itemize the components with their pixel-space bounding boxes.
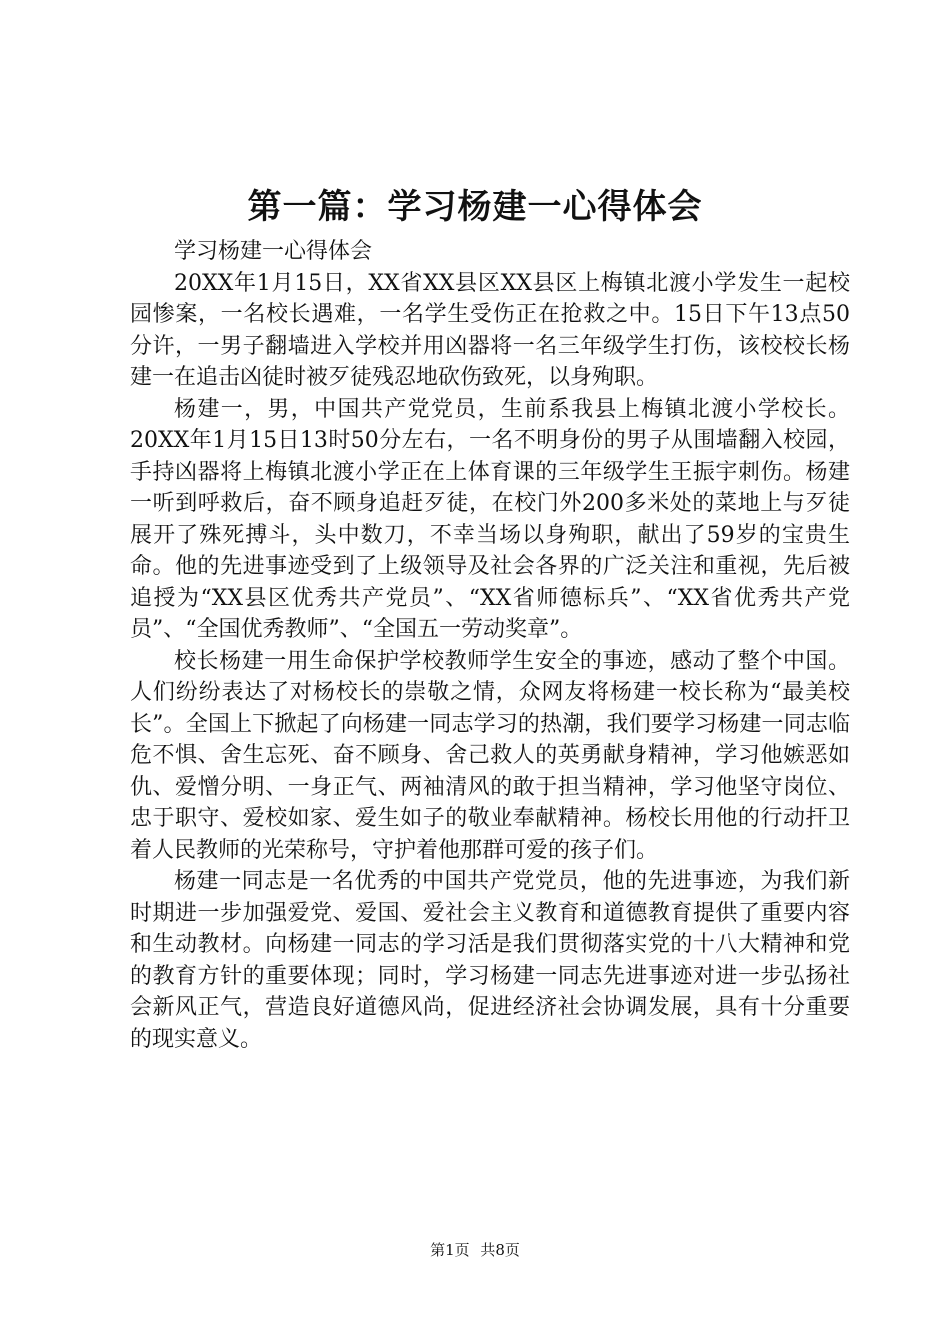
paragraph: 校长杨建一用生命保护学校教师学生安全的事迹，感动了整个中国。人们纷纷表达了对杨校长的崇敬之情，众网友将杨建一校长称为“最美校长”。全国上下掀起了向杨建一同志学习的热潮，我们要学习杨建一同志临危不惧、舍生忘死、奋不顾身、舍己救人的英勇献身精神，学习他嫉恶如仇、爱憎分明、一身正气、两袖清风的敢于担当精神，学习他坚守岗位、忠于职守、爱校如家、爱生如子的敬业奉献精神。杨校长用他的行动扞卫着人民教师的光荣称号，守护着他那群可爱的孩子们。 [130,648,850,863]
page-number: 第1页 [430,1241,470,1259]
page-footer [0,1240,950,1260]
paragraph: 20XX年1月15日，XX省XX县区XX县区上梅镇北渡小学发生一起校园惨案，一名校长遇难，一名学生受伤正在抢救之中。15日下午13点50分许，一男子翻墙进入学校并用凶器将一名三年级学生打伤，该校校长杨建一在追击凶徒时被歹徒残忍地砍伤致死，以身殉职。 [130,270,850,390]
page-total: 共8页 [480,1241,520,1259]
document-title: 第一篇：学习杨建一心得体会 [247,187,703,227]
document-body [130,236,850,1055]
paragraph: 杨建一同志是一名优秀的中国共产党党员，他的先进事迹，为我们新时期进一步加强爱党、爱国、爱社会主义教育和道德教育提供了重要内容和生动教材。向杨建一同志的学习活是我们贯彻落实党的十八大精神和党的教育方针的重要体现；同时，学习杨建一同志先进事迹对进一步弘扬社会新风正气，营造良好道德风尚，促进经济社会协调发展，具有十分重要的现实意义。 [130,869,850,1052]
paragraph-subtitle: 学习杨建一心得体会 [174,239,373,264]
paragraph: 杨建一，男，中国共产党党员，生前系我县上梅镇北渡小学校长。20XX年1月15日13时50分左右，一名不明身份的男子从围墙翻入校园，手持凶器将上梅镇北渡小学正在上体育课的三年级学生王振宇刺伤。杨建一听到呼救后，奋不顾身追赶歹徒，在校门外200多米处的菜地上与歹徒展开了殊死搏斗，头中数刀，不幸当场以身殉职，献出了59岁的宝贵生命。他的先进事迹受到了上级领导及社会各界的广泛关注和重视，先后被追授为“XX县区优秀共产党员”、“XX省师德标兵”、“XX省优秀共产党员”、“全国优秀教师”、“全国五一劳动奖章”。 [130,396,850,642]
